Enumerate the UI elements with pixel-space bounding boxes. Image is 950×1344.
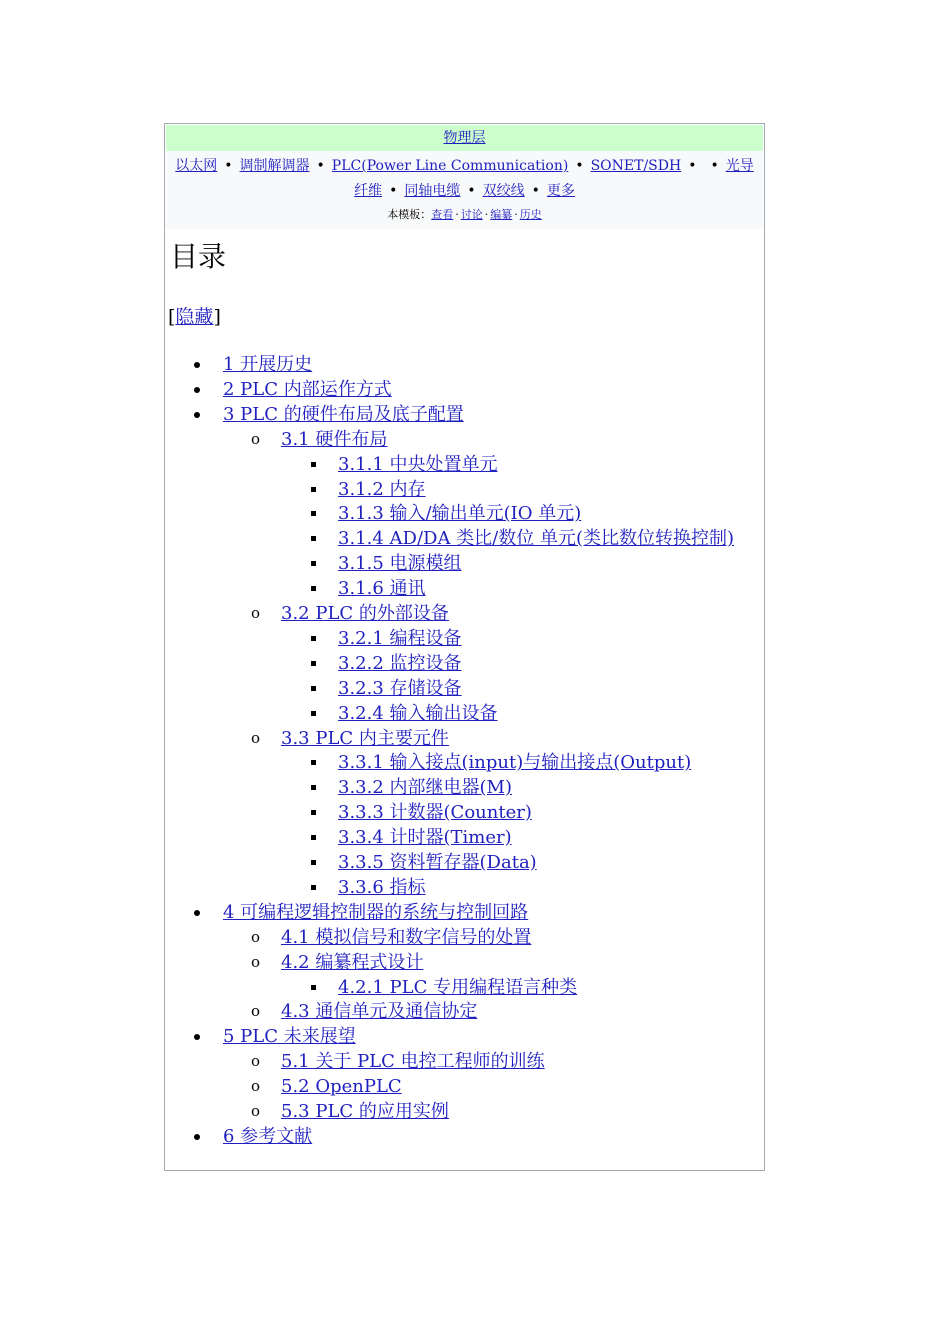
nav-item-plc[interactable]: PLC(Power Line Communication) — [331, 158, 569, 174]
toc-link[interactable]: 3.3.6 指标 — [338, 876, 426, 898]
toc-link[interactable]: 3.2.3 存储设备 — [338, 677, 462, 699]
toc-link[interactable]: 4.1 模拟信号和数字信号的处置 — [281, 926, 532, 948]
nav-separator: • — [389, 183, 398, 199]
toc-link[interactable]: 3.3.4 计时器(Timer) — [338, 827, 512, 849]
nav-separator: • — [224, 158, 233, 174]
toc-entry-level2 — [165, 726, 765, 751]
bullet-square-icon — [311, 835, 316, 840]
nav-separator: • — [531, 183, 540, 199]
toc-entry-level1 — [165, 1024, 765, 1049]
toc-entry-level3 — [165, 501, 765, 526]
toc-link[interactable]: 3.2.1 编程设备 — [338, 627, 462, 649]
toc-title: 目录 — [170, 240, 227, 273]
toc-link[interactable]: 3.1.6 通讯 — [338, 578, 426, 600]
bullet-square-icon — [311, 561, 316, 566]
toc-link[interactable]: 4.2 编纂程式设计 — [281, 951, 424, 973]
template-edit-link[interactable]: 编纂 — [490, 208, 513, 221]
footer-dot: · — [484, 208, 489, 221]
navbox-title-link[interactable]: 物理层 — [443, 130, 486, 146]
nav-separator: • — [575, 158, 584, 174]
bullet-circle-icon: o — [251, 1077, 261, 1096]
toc-link[interactable]: 3.2.2 监控设备 — [338, 652, 462, 674]
toc-entry-level3 — [165, 526, 765, 551]
bullet-square-icon — [311, 661, 316, 666]
bullet-square-icon — [311, 636, 316, 641]
toc-link[interactable]: 3 PLC 的硬件布局及底子配置 — [223, 403, 464, 425]
toc-link[interactable]: 3.3.5 资料暂存器(Data) — [338, 852, 537, 873]
bullet-square-icon — [311, 487, 316, 492]
nav-separator: • — [316, 158, 325, 174]
bullet-circle-icon: o — [251, 728, 261, 747]
nav-separator: • — [688, 158, 697, 174]
toc-entry-level2 — [165, 950, 765, 975]
template-history-link[interactable]: 历史 — [519, 208, 542, 221]
bullet-square-icon — [311, 985, 316, 990]
toc-entry-level3 — [165, 850, 765, 875]
toc-entry-level3 — [165, 800, 765, 825]
toc-entry-level3 — [165, 477, 765, 502]
bullet-square-icon — [311, 860, 316, 865]
toc-link[interactable]: 2 PLC 内部运作方式 — [223, 378, 392, 400]
toc-entry-level3 — [165, 701, 765, 726]
toc-entry-level3 — [165, 775, 765, 800]
bullet-circle-icon: o — [251, 604, 261, 622]
bullet-square-icon — [311, 885, 316, 890]
bullet-circle-icon: o — [251, 429, 261, 448]
toc-toggle-bracket-open: [ — [168, 306, 176, 328]
toc-entry-level1 — [165, 352, 765, 377]
bullet-circle-icon: o — [251, 1002, 261, 1021]
toc-link[interactable]: 1 开展历史 — [223, 354, 313, 375]
navbox-footer-prefix: 本模板： — [387, 208, 432, 221]
physical-layer-navbox — [166, 125, 763, 229]
toc-link[interactable]: 3.1.2 内存 — [338, 478, 426, 500]
bullet-square-icon — [311, 462, 316, 467]
toc-entry-level2 — [165, 925, 765, 950]
bullet-disc-icon — [194, 1034, 200, 1040]
nav-item-coaxial-cable[interactable]: 同轴电缆 — [404, 183, 461, 199]
toc-entry-level2 — [165, 1074, 765, 1099]
nav-item-sonet-sdh[interactable]: SONET/SDH — [590, 158, 682, 174]
toc-entry-level1 — [165, 402, 765, 427]
toc-entry-level3 — [165, 975, 765, 1000]
navbox-and-toc-frame — [164, 123, 765, 1171]
toc-link[interactable]: 3.1.4 AD/DA 类比/数位 单元(类比数位转换控制) — [338, 528, 734, 550]
toc-link[interactable]: 5.2 OpenPLC — [281, 1076, 402, 1098]
toc-link[interactable]: 3.1.1 中央处置单元 — [338, 453, 498, 475]
bullet-disc-icon — [194, 1134, 200, 1140]
toc-link[interactable]: 3.2 PLC 的外部设备 — [281, 603, 449, 624]
toc-entry-level3 — [165, 452, 765, 477]
toc-toggle — [168, 304, 221, 330]
bullet-circle-icon: o — [251, 927, 261, 946]
toc-entry-level3 — [165, 875, 765, 900]
toc-link[interactable]: 3.1 硬件布局 — [281, 428, 388, 450]
toc-link[interactable]: 3.3.1 输入接点(input)与输出接点(Output) — [338, 752, 692, 774]
nav-item-twisted-pair[interactable]: 双绞线 — [482, 183, 525, 199]
toc-entry-level2 — [165, 1099, 765, 1124]
navbox-title-row — [166, 125, 763, 151]
nav-item-optical-fiber[interactable]: 光导纤维 — [354, 158, 754, 199]
toc-entry-level2 — [165, 427, 765, 452]
bullet-circle-icon: o — [251, 952, 261, 971]
toc-entry-level3 — [165, 626, 765, 651]
navbox-footer — [166, 204, 763, 229]
bullet-disc-icon — [194, 362, 200, 368]
toc-link[interactable]: 5.3 PLC 的应用实例 — [281, 1101, 449, 1122]
bullet-square-icon — [311, 760, 316, 765]
nav-item-more[interactable]: 更多 — [546, 183, 575, 199]
toc-link[interactable]: 6 参考文献 — [223, 1125, 313, 1147]
bullet-circle-icon: o — [251, 1102, 261, 1120]
nav-item-ethernet[interactable]: 以太网 — [175, 158, 218, 174]
bullet-square-icon — [311, 785, 316, 790]
toc-link[interactable]: 3.3 PLC 内主要元件 — [281, 727, 449, 749]
bullet-square-icon — [311, 711, 316, 716]
footer-dot: · — [514, 208, 518, 221]
toc-toggle-bracket-close: ] — [213, 306, 221, 328]
toc-entry-level1 — [165, 377, 765, 402]
toc-entry-level3 — [165, 551, 765, 576]
toc-entry-level3 — [165, 676, 765, 701]
toc-link[interactable]: 3.3.2 内部继电器(M) — [338, 777, 512, 799]
bullet-circle-icon: o — [251, 1052, 261, 1071]
footer-dot: · — [455, 208, 459, 221]
nav-separator: • — [467, 183, 476, 199]
bullet-square-icon — [311, 511, 316, 516]
bullet-square-icon — [311, 586, 316, 591]
toc-entry-level2 — [165, 1049, 765, 1074]
toc-link[interactable]: 5.1 关于 PLC 电控工程师的训练 — [281, 1051, 545, 1073]
navbox-list — [166, 151, 763, 204]
toc-link[interactable]: 3.3.3 计数器(Counter) — [338, 802, 532, 824]
bullet-disc-icon — [194, 910, 200, 916]
toc-link[interactable]: 4.2.1 PLC 专用编程语言种类 — [338, 976, 578, 998]
toc-entry-level3 — [165, 825, 765, 850]
toc-entry-level3 — [165, 651, 765, 676]
bullet-disc-icon — [194, 412, 200, 418]
toc-entry-level1 — [165, 1124, 765, 1149]
nav-separator: • — [710, 158, 719, 174]
toc-link[interactable]: 4.3 通信单元及通信协定 — [281, 1001, 478, 1023]
toc-link[interactable]: 3.1.5 电源模组 — [338, 553, 462, 575]
bullet-disc-icon — [194, 387, 200, 393]
nav-item-modem[interactable]: 调制解调器 — [239, 158, 310, 174]
template-talk-link[interactable]: 讨论 — [460, 208, 483, 221]
bullet-square-icon — [311, 536, 316, 541]
toc-entry-level3 — [165, 750, 765, 775]
bullet-square-icon — [311, 810, 316, 815]
toc-link[interactable]: 3.1.3 输入/输出单元(IO 单元) — [338, 503, 582, 525]
template-view-link[interactable]: 查看 — [431, 208, 454, 221]
toc-entry-level3 — [165, 576, 765, 601]
toc-entry-level2 — [165, 601, 765, 626]
toc-link[interactable]: 3.2.4 输入输出设备 — [338, 702, 498, 724]
toc-link[interactable]: 4 可编程逻辑控制器的系统与控制回路 — [223, 901, 529, 923]
toc-entry-level1 — [165, 900, 765, 925]
toc-link[interactable]: 5 PLC 未来展望 — [223, 1026, 356, 1048]
toc-hide-link[interactable]: 隐藏 — [175, 306, 214, 328]
bullet-square-icon — [311, 686, 316, 691]
toc-entry-level2 — [165, 999, 765, 1024]
